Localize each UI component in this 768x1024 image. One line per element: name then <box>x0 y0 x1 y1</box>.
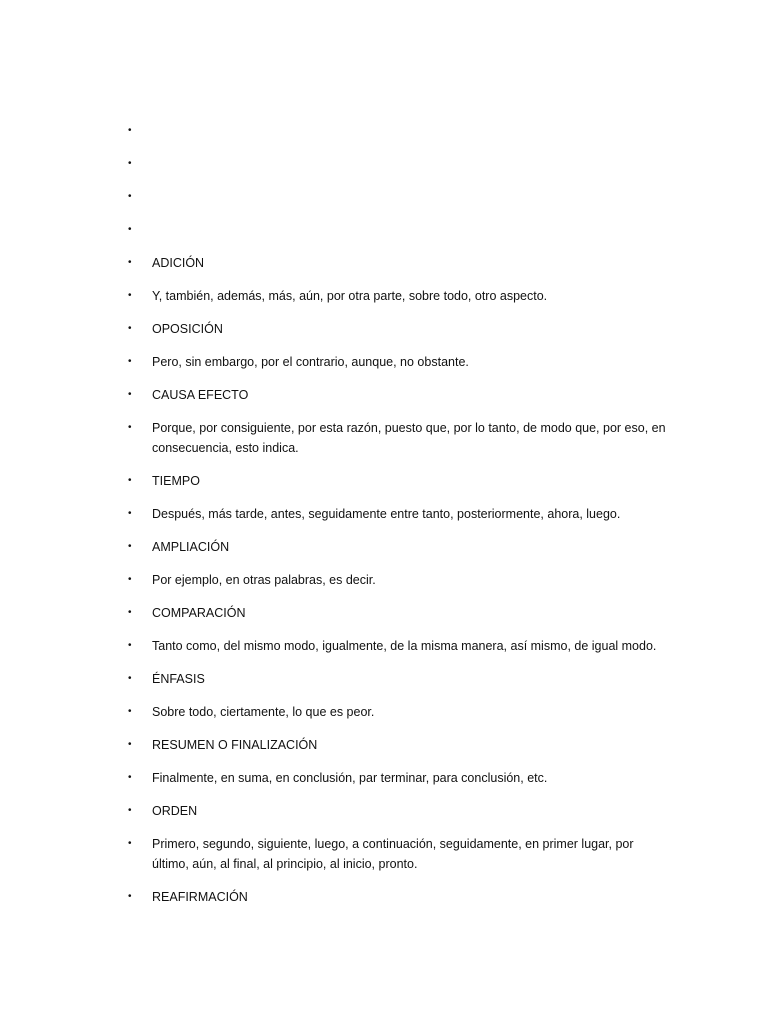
section-heading: ÉNFASIS <box>152 672 205 686</box>
list-item-text: Pero, sin embargo, por el contrario, aunque, no obstante. <box>152 355 469 369</box>
list-item <box>128 603 668 623</box>
bullet-icon: • <box>128 422 132 433</box>
bullet-icon: • <box>128 772 132 783</box>
bullet-icon: • <box>128 158 132 169</box>
bullet-icon: • <box>128 739 132 750</box>
list-item <box>128 504 668 524</box>
list-item-text: Después, más tarde, antes, seguidamente entre tanto, posteriormente, ahora, luego. <box>152 507 621 521</box>
list-item <box>128 352 668 372</box>
bullet-icon: • <box>128 640 132 651</box>
list-item <box>128 887 668 907</box>
section-heading: ADICIÓN <box>152 256 205 270</box>
list-item <box>128 702 668 722</box>
list-item <box>128 669 668 689</box>
list-item <box>128 834 668 874</box>
bullet-list <box>128 121 668 920</box>
bullet-icon: • <box>128 706 132 717</box>
bullet-icon: • <box>128 475 132 486</box>
list-item <box>128 319 668 339</box>
bullet-icon: • <box>128 838 132 849</box>
bullet-icon: • <box>128 224 132 235</box>
bullet-icon: • <box>128 125 132 136</box>
bullet-icon: • <box>128 541 132 552</box>
bullet-icon: • <box>128 290 132 301</box>
list-item-text: Primero, segundo, siguiente, luego, a continuación, seguidamente, en primer lugar, por último, aún, al final, al principio, al inicio, pronto. <box>152 837 634 871</box>
list-item-text: Tanto como, del mismo modo, igualmente, de la misma manera, así mismo, de igual modo. <box>152 639 657 653</box>
list-item-text: Por ejemplo, en otras palabras, es decir. <box>152 573 376 587</box>
list-item <box>128 768 668 788</box>
list-item-text: Y, también, además, más, aún, por otra parte, sobre todo, otro aspecto. <box>152 289 548 303</box>
bullet-icon: • <box>128 191 132 202</box>
bullet-icon: • <box>128 323 132 334</box>
bullet-icon: • <box>128 356 132 367</box>
section-heading: COMPARACIÓN <box>152 606 246 620</box>
section-heading: OPOSICIÓN <box>152 322 223 336</box>
section-heading: ORDEN <box>152 804 198 818</box>
list-item <box>128 286 668 306</box>
list-item <box>128 385 668 405</box>
bullet-icon: • <box>128 805 132 816</box>
list-item <box>128 537 668 557</box>
bullet-icon: • <box>128 508 132 519</box>
list-item <box>128 418 668 458</box>
list-item <box>128 801 668 821</box>
section-heading: RESUMEN O FINALIZACIÓN <box>152 738 318 752</box>
bullet-icon: • <box>128 673 132 684</box>
bullet-icon: • <box>128 607 132 618</box>
list-item <box>128 187 668 207</box>
section-heading: REAFIRMACIÓN <box>152 890 248 904</box>
list-item <box>128 253 668 273</box>
bullet-icon: • <box>128 891 132 902</box>
bullet-icon: • <box>128 257 132 268</box>
list-item <box>128 471 668 491</box>
list-item <box>128 636 668 656</box>
list-item <box>128 735 668 755</box>
list-item <box>128 121 668 141</box>
list-item-text: Sobre todo, ciertamente, lo que es peor. <box>152 705 375 719</box>
section-heading: TIEMPO <box>152 474 200 488</box>
section-heading: AMPLIACIÓN <box>152 540 230 554</box>
bullet-icon: • <box>128 574 132 585</box>
list-item <box>128 570 668 590</box>
section-heading: CAUSA EFECTO <box>152 388 249 402</box>
bullet-icon: • <box>128 389 132 400</box>
list-item-text: Porque, por consiguiente, por esta razón, puesto que, por lo tanto, de modo que, por eso, en consecuencia, esto indica. <box>152 421 666 455</box>
list-item <box>128 220 668 240</box>
list-item-text: Finalmente, en suma, en conclusión, par terminar, para conclusión, etc. <box>152 771 548 785</box>
list-item <box>128 154 668 174</box>
